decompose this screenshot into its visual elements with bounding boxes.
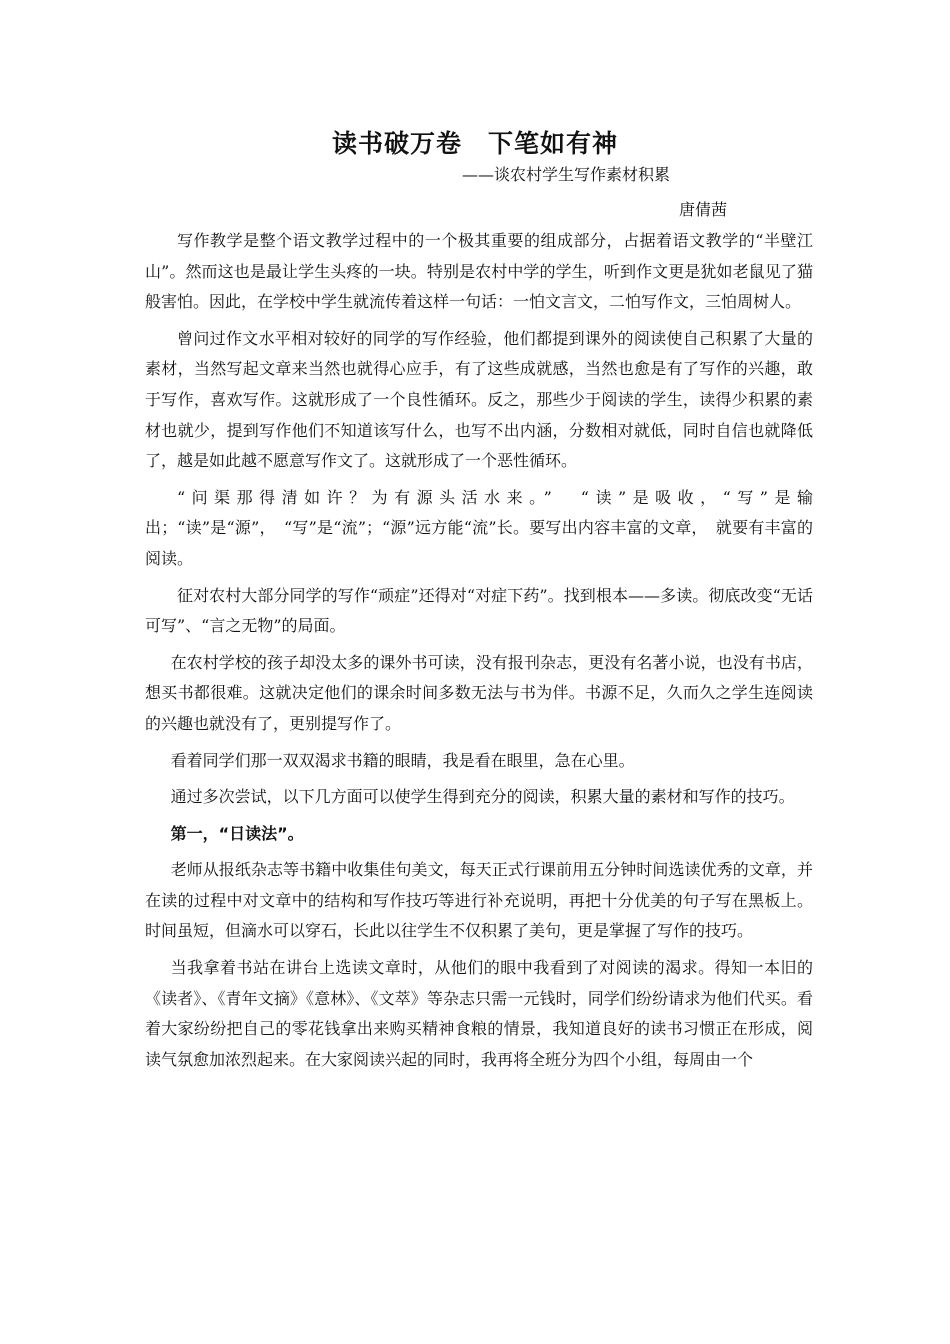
- document-author: 唐倩茜: [679, 200, 728, 219]
- document-title: 读书破万卷 下笔如有神: [331, 129, 618, 158]
- document-subtitle: ——谈农村学生写作素材积累: [462, 165, 671, 184]
- paragraph: “问渠那得清如许？为有源头活水来。” “读”是吸收，“写”是输出；“读”是“源”， “写”是“流”；“源”远方能“流”长。要写出内容丰富的文章， 就要有丰富的阅读。: [145, 487, 813, 568]
- paragraph: 在农村学校的孩子却没太多的课外书可读，没有报刊杂志，更没有名著小说，也没有书店，想买书都很难。这就决定他们的课余时间多数无法与书为伴。书源不足，久而久之学生连阅读的兴趣也就没有了，更别提写作了。: [145, 652, 813, 733]
- document-body: [145, 226, 813, 1081]
- paragraph: 征对农村大部分同学的写作“顽症”还得对“对症下药”。找到根本——多读。彻底改变“无话可写”、“言之无物”的局面。: [145, 585, 813, 636]
- paragraph: 曾问过作文水平相对较好的同学的写作经验，他们都提到课外的阅读使自己积累了大量的素材，当然写起文章来当然也就得心应手，有了这些成就感，当然也愈是有了写作的兴趣，敢于写作，喜欢写作。这就形成了一个良性循环。反之，那些少于阅读的学生，读得少积累的素材也就少，提到写作他们不知道该写什么，也写不出内涵，分数相对就低，同时自信也就降低了，越是如此越不愿意写作文了。这就形成了一个恶性循环。: [145, 328, 813, 471]
- paragraph: 通过多次尝试，以下几方面可以使学生得到充分的阅读，积累大量的素材和写作的技巧。: [170, 787, 795, 807]
- section-heading: 第一，“日读法”。: [170, 823, 304, 843]
- paragraph: 当我拿着书站在讲台上选读文章时，从他们的眼中我看到了对阅读的渴求。得知一本旧的《读者》、《青年文摘》《意林》、《文萃》等杂志只需一元钱时，同学们纷纷请求为他们代买。看着大家纷纷把自己的零花钱拿出来购买精神食粮的情景，我知道良好的读书习惯正在形成，阅读气氛愈加浓烈起来。在大家阅读兴起的同时，我再将全班分为四个小组，每周由一个: [145, 958, 813, 1069]
- paragraph: 老师从报纸杂志等书籍中收集佳句美文，每天正式行课前用五分钟时间选读优秀的文章，并在读的过程中对文章中的结构和写作技巧等进行补充说明，再把十分优美的句子写在黑板上。时间虽短，但滴水可以穿石，长此以往学生不仅积累了美句，更是掌握了写作的技巧。: [145, 860, 813, 941]
- paragraph: 写作教学是整个语文教学过程中的一个极其重要的组成部分，占据着语文教学的“半壁江山”。然而这也是最让学生头疼的一块。特别是农村中学的学生，听到作文更是犹如老鼠见了猫般害怕。因此，在学校中学生就流传着这样一句话：一怕文言文，二怕写作文，三怕周树人。: [145, 231, 813, 312]
- paragraph: 看着同学们那一双双渴求书籍的眼睛，我是看在眼里，急在心里。: [170, 750, 635, 770]
